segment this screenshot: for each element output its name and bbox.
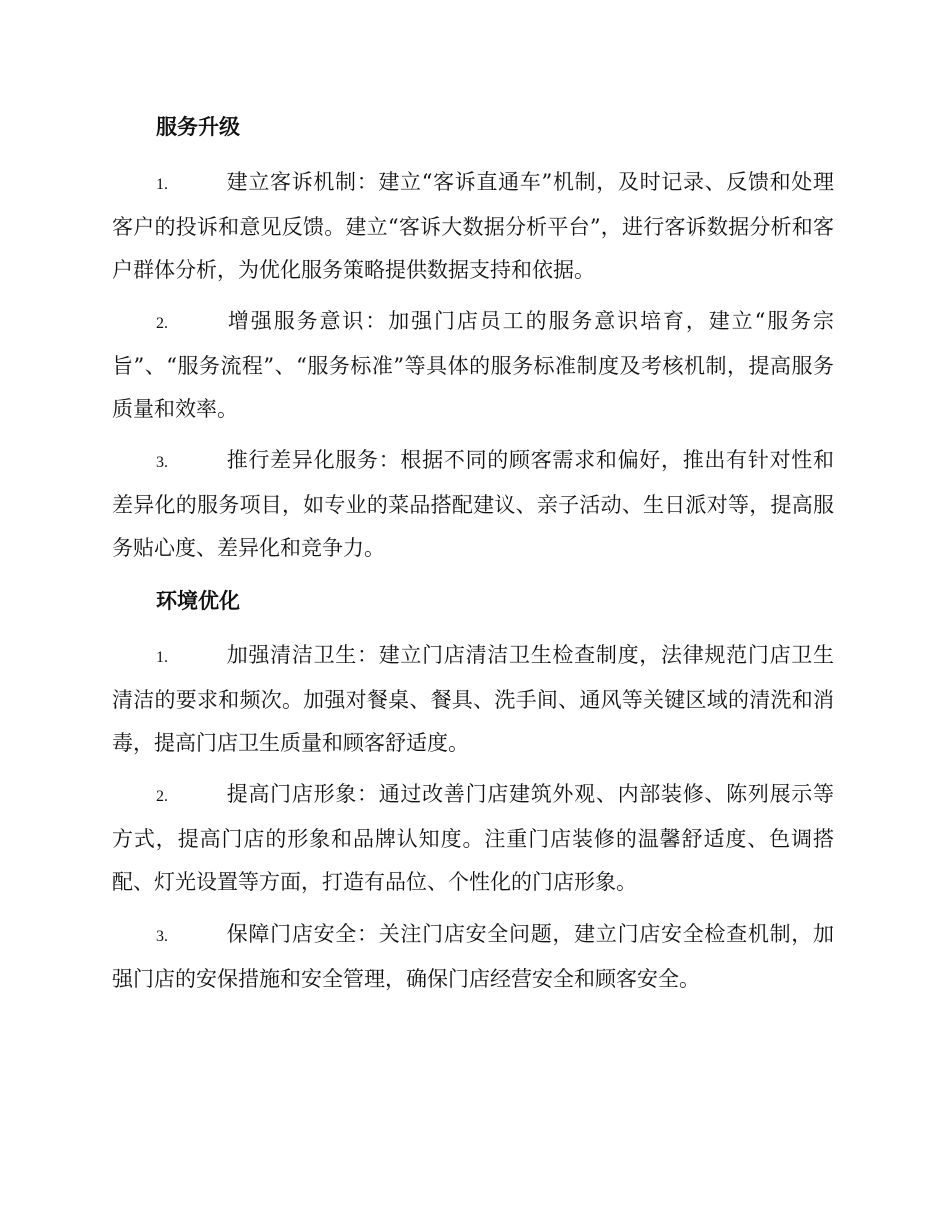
list-item-text: 增强服务意识：加强门店员工的服务意识培育，建立“服务宗旨”、“服务流程”、“服务标准”等具体的服务标准制度及考核机制，提高服务质量和效率。 [112,309,834,421]
list-item-text: 加强清洁卫生：建立门店清洁卫生检查制度，法律规范门店卫生清洁的要求和频次。加强对餐桌、餐具、洗手间、通风等关键区域的清洗和消毒，提高门店卫生质量和顾客舒适度。 [112,643,834,755]
list-item-text: 提高门店形象：通过改善门店建筑外观、内部装修、陈列展示等方式，提高门店的形象和品牌认知度。注重门店装修的温馨舒适度、色调搭配、灯光设置等方面，打造有品位、个性化的门店形象。 [112,782,834,894]
list-item [112,773,834,904]
list-item [112,439,834,570]
list-item-text: 推行差异化服务：根据不同的顾客需求和偏好，推出有针对性和差异化的服务项目，如专业的菜品搭配建议、亲子活动、生日派对等，提高服务贴心度、差异化和竞争力。 [112,448,834,560]
list-item-number: 3. [156,454,168,471]
section-heading-environment-optimization: 环境优化 [156,588,240,613]
list-item-number: 2. [156,788,168,805]
section-heading-service-upgrade: 服务升级 [156,114,240,139]
list-item [112,913,834,1001]
list-item-number: 1. [156,649,168,666]
list-item [112,300,834,431]
list-item-number: 3. [156,928,168,945]
list-item [112,161,834,292]
list-item-number: 1. [156,176,168,193]
list-item-text: 建立客诉机制：建立“客诉直通车”机制，及时记录、反馈和处理客户的投诉和意见反馈。建立“客诉大数据分析平台”，进行客诉数据分析和客户群体分析，为优化服务策略提供数据支持和依据。 [112,170,834,282]
list-item-text: 保障门店安全：关注门店安全问题，建立门店安全检查机制，加强门店的安保措施和安全管理，确保门店经营安全和顾客安全。 [112,922,834,991]
list-item-number: 2. [156,315,168,332]
list-item [112,634,834,765]
